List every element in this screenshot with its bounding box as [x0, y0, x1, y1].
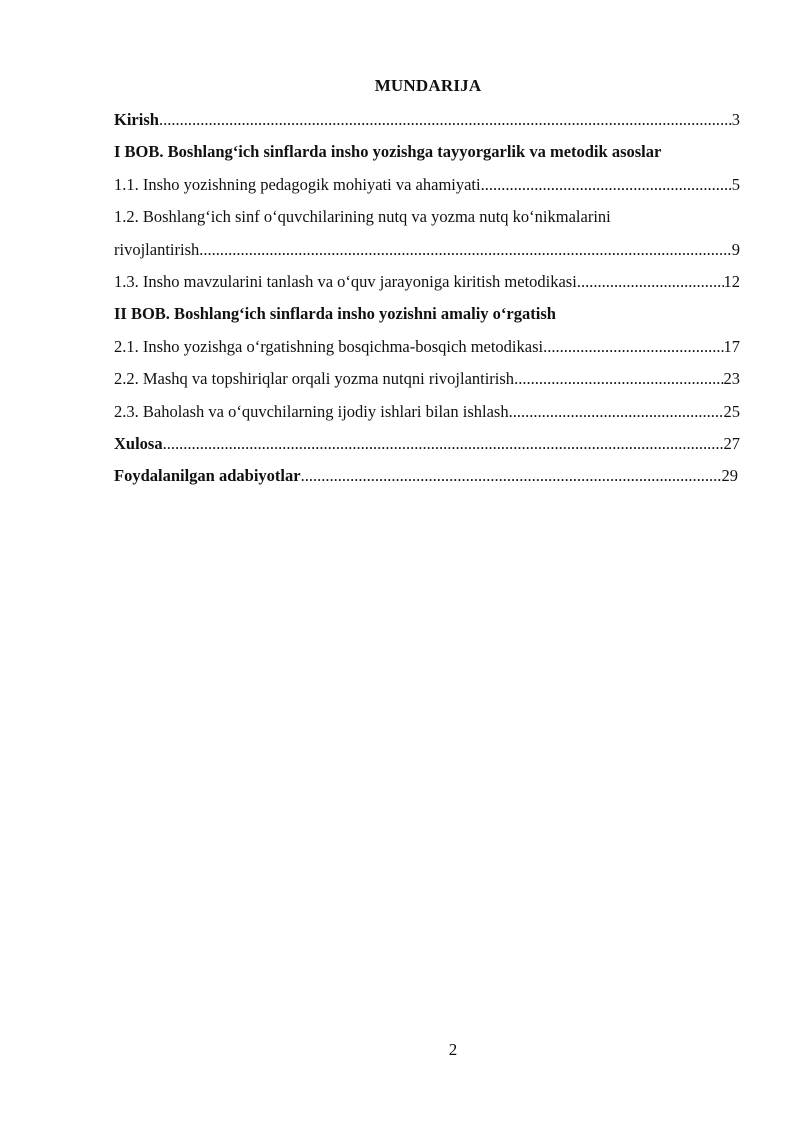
- toc-entry-xulosa: [114, 432, 740, 464]
- toc-entry-1-1: [114, 173, 740, 205]
- toc-entry-title: Xulosa: [114, 433, 163, 453]
- page-title: MUNDARIJA: [374, 76, 482, 95]
- dot-leader: [301, 464, 722, 488]
- table-of-contents: [114, 108, 740, 497]
- dot-leader: [509, 400, 724, 424]
- toc-entry-title: Kirish: [114, 110, 159, 129]
- toc-page-number: 25: [723, 401, 740, 421]
- toc-entry-foydalanilgan-adabiyotlar: [114, 464, 738, 496]
- toc-page-number: 23: [723, 369, 740, 389]
- dot-leader: [199, 238, 732, 262]
- toc-page-number: 5: [731, 174, 740, 194]
- toc-entry-title: 1.3. Insho mavzularini tanlash va o‘quv jarayoniga kiritish metodikasi: [114, 271, 577, 291]
- toc-page-number: 29: [721, 466, 738, 486]
- toc-entry-1-2-first-line: 1.2. Boshlang‘ich sinf o‘quvchilarining nutq va yozma nutq ko‘nikmalarini: [114, 207, 611, 227]
- toc-entry-title: Foydalanilgan adabiyotlar: [114, 466, 301, 486]
- toc-entry-2-3: [114, 400, 740, 432]
- toc-page-number: 3: [731, 110, 740, 129]
- toc-entry-kirish: [114, 108, 740, 140]
- toc-chapter-heading-2: II BOB. Boshlang‘ich sinflarda insho yozishni amaliy o‘rgatish: [114, 304, 556, 324]
- dot-leader: [159, 108, 732, 132]
- dot-leader: [481, 173, 732, 197]
- toc-page-number: 12: [723, 271, 740, 291]
- toc-page-number: 27: [723, 433, 740, 453]
- dot-leader: [577, 270, 724, 294]
- dot-leader: [163, 432, 724, 456]
- toc-entry-title: rivojlantirish: [114, 239, 200, 259]
- page-number: 2: [448, 1040, 458, 1059]
- toc-page-number: 17: [723, 336, 740, 356]
- toc-entry-1-3: [114, 270, 740, 302]
- dot-leader: [514, 367, 723, 391]
- toc-entry-2-1: [114, 335, 740, 367]
- toc-entry-title: 2.1. Insho yozishga o‘rgatishning bosqichma-bosqich metodikasi: [114, 336, 544, 356]
- toc-chapter-heading-1: I BOB. Boshlang‘ich sinflarda insho yozishga tayyorgarlik va metodik asoslar: [114, 142, 662, 162]
- toc-entry-2-2: [114, 367, 740, 399]
- toc-entry-title: 2.3. Baholash va o‘quvchilarning ijodiy ishlari bilan ishlash: [114, 401, 509, 421]
- dot-leader: [543, 335, 723, 359]
- toc-entry-1-2: [114, 238, 740, 270]
- toc-entry-title: 1.1. Insho yozishning pedagogik mohiyati va ahamiyati: [114, 174, 481, 194]
- toc-page-number: 9: [731, 239, 740, 259]
- toc-entry-title: 2.2. Mashq va topshiriqlar orqali yozma nutqni rivojlantirish: [114, 369, 515, 389]
